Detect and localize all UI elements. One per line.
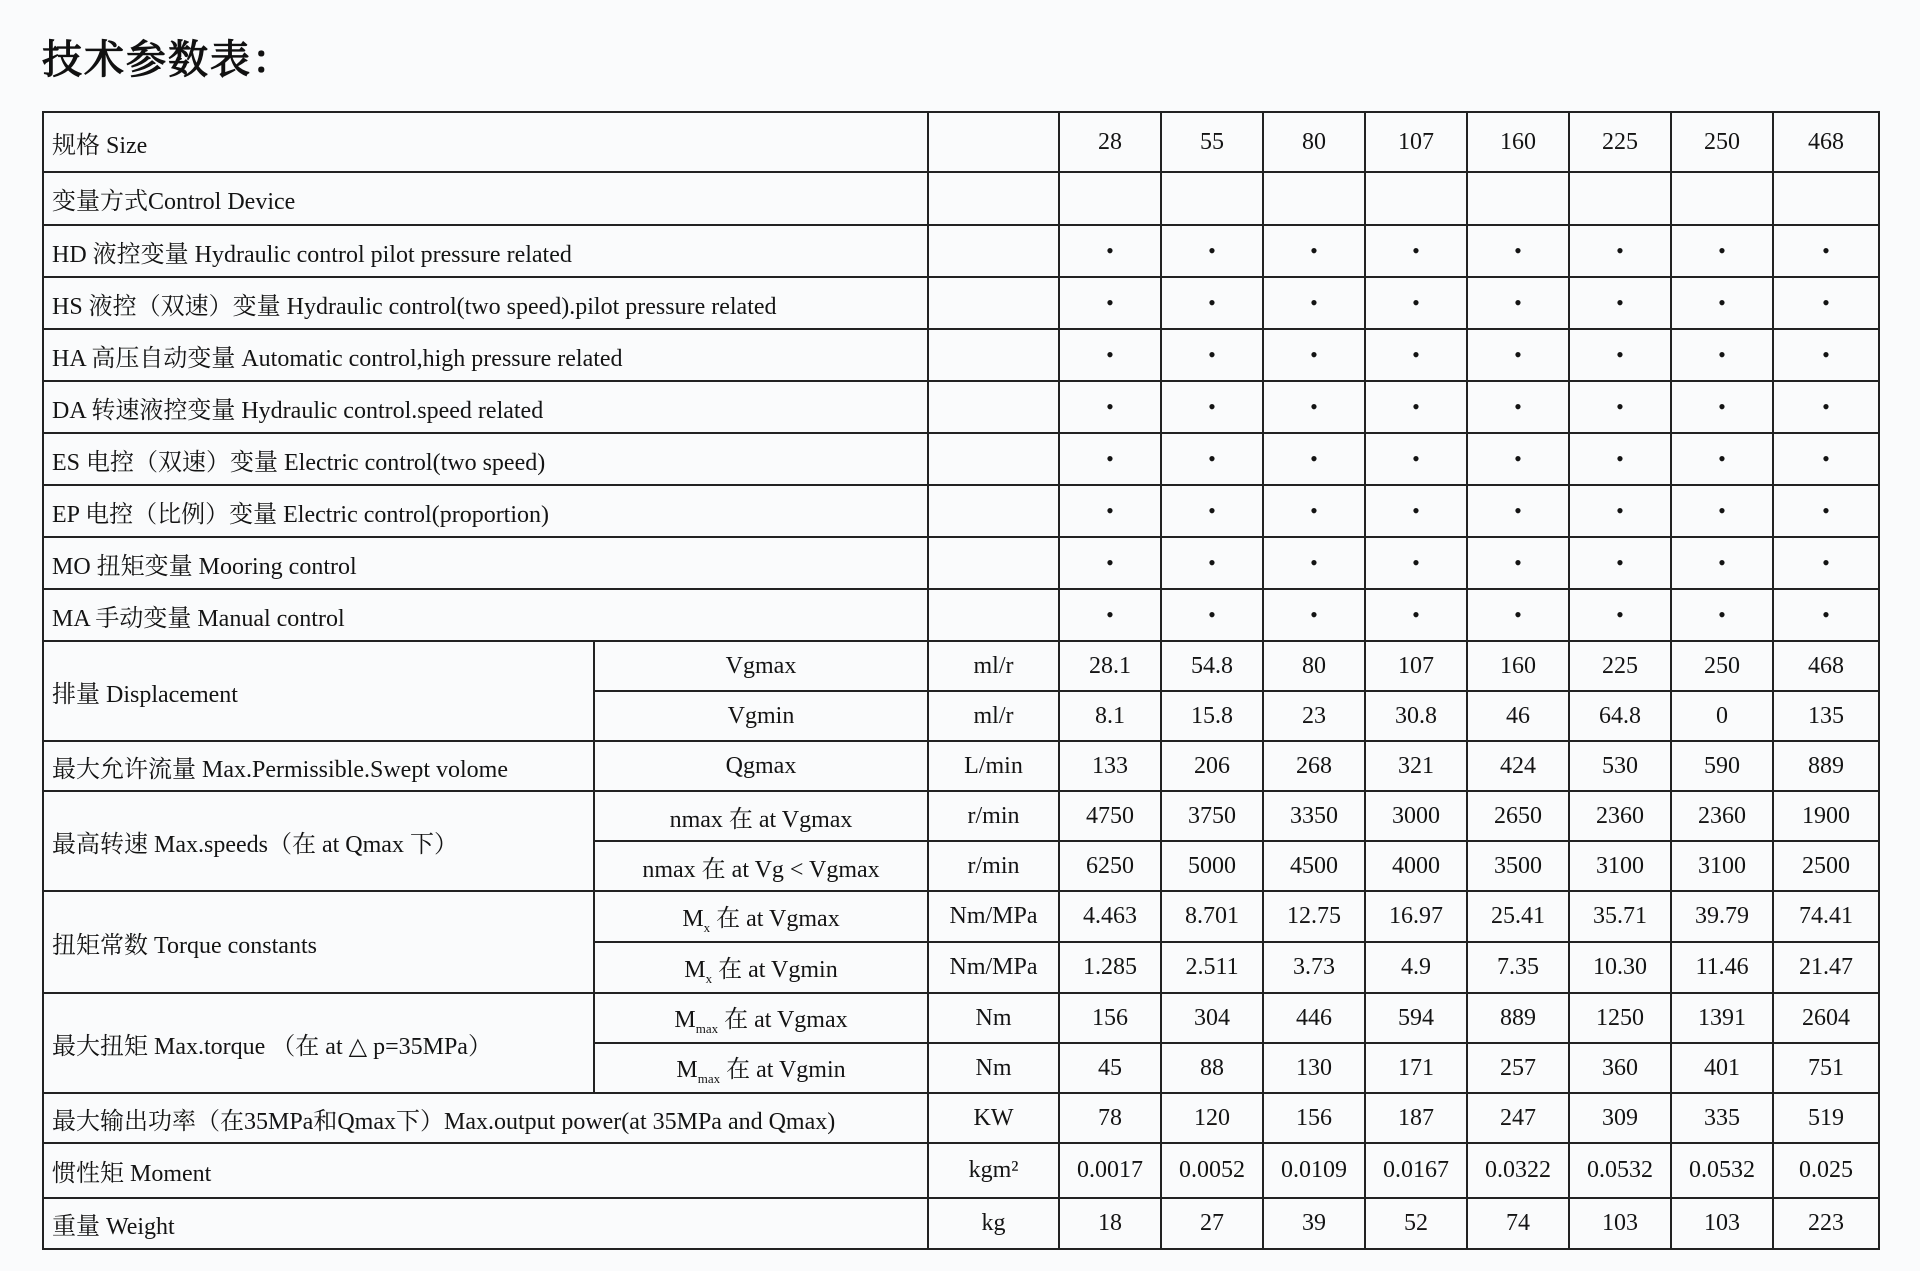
empty-cell xyxy=(1467,172,1569,225)
table-row xyxy=(43,277,1879,329)
dot-mark: • xyxy=(1161,381,1263,433)
value-cell: 268 xyxy=(1263,741,1365,791)
unit-cell xyxy=(928,537,1059,589)
unit-cell: KW xyxy=(928,1093,1059,1143)
value-cell: 133 xyxy=(1059,741,1161,791)
value-cell: 187 xyxy=(1365,1093,1467,1143)
value-cell: 28 xyxy=(1059,112,1161,172)
table-row xyxy=(43,225,1879,277)
param-symbol: M xyxy=(682,905,704,932)
value-cell: 1250 xyxy=(1569,993,1671,1043)
table-row xyxy=(43,1093,1879,1143)
param-subscript: max xyxy=(697,1071,721,1086)
value-cell: 46 xyxy=(1467,691,1569,741)
param-symbol: M xyxy=(676,1057,698,1083)
unit-cell: ml/r xyxy=(928,691,1059,741)
dot-mark: • xyxy=(1161,537,1263,589)
value-cell: 171 xyxy=(1365,1043,1467,1093)
table-row xyxy=(43,741,1879,791)
control-label: HS 液控（双速）变量 Hydraulic control(two speed).pilot pressure related xyxy=(43,277,928,329)
value-cell: 3350 xyxy=(1263,791,1365,841)
value-cell: 530 xyxy=(1569,741,1671,791)
dot-mark: • xyxy=(1773,277,1879,329)
value-cell: 2360 xyxy=(1671,791,1773,841)
table-row xyxy=(43,1143,1879,1198)
empty-cell xyxy=(1059,172,1161,225)
param-cell xyxy=(594,1043,928,1093)
unit-cell xyxy=(928,381,1059,433)
dot-mark: • xyxy=(1773,225,1879,277)
value-cell: 74 xyxy=(1467,1198,1569,1249)
control-label: EP 电控（比例）变量 Electric control(proportion) xyxy=(43,485,928,537)
param-cell: nmax 在 at Vg < Vgmax xyxy=(594,841,928,891)
dot-mark: • xyxy=(1059,537,1161,589)
value-cell: 594 xyxy=(1365,993,1467,1043)
empty-cell xyxy=(1773,172,1879,225)
param-condition: 在 at Vgmin xyxy=(712,956,838,983)
value-cell: 468 xyxy=(1773,641,1879,691)
dot-mark: • xyxy=(1059,433,1161,485)
dot-mark: • xyxy=(1161,433,1263,485)
dot-mark: • xyxy=(1569,589,1671,641)
dot-mark: • xyxy=(1059,381,1161,433)
value-cell: 3100 xyxy=(1569,841,1671,891)
value-cell: 751 xyxy=(1773,1043,1879,1093)
value-cell: 35.71 xyxy=(1569,891,1671,942)
value-cell: 160 xyxy=(1467,112,1569,172)
unit-cell xyxy=(928,433,1059,485)
value-cell: 23 xyxy=(1263,691,1365,741)
table-row xyxy=(43,485,1879,537)
unit-cell: kgm² xyxy=(928,1143,1059,1198)
value-cell: 28.1 xyxy=(1059,641,1161,691)
dot-mark: • xyxy=(1059,225,1161,277)
dot-mark: • xyxy=(1059,485,1161,537)
empty-cell xyxy=(1365,172,1467,225)
dot-mark: • xyxy=(1161,589,1263,641)
value-cell: 103 xyxy=(1569,1198,1671,1249)
speeds-label: 最高转速 Max.speeds（在 at Qmax 下） xyxy=(43,791,594,891)
dot-mark: • xyxy=(1059,589,1161,641)
dot-mark: • xyxy=(1059,329,1161,381)
dot-mark: • xyxy=(1161,277,1263,329)
page-title: 技术参数表： xyxy=(42,37,294,83)
value-cell: 0 xyxy=(1671,691,1773,741)
dot-mark: • xyxy=(1569,485,1671,537)
spec-table xyxy=(42,111,1880,1250)
value-cell: 257 xyxy=(1467,1043,1569,1093)
value-cell: 52 xyxy=(1365,1198,1467,1249)
value-cell: 446 xyxy=(1263,993,1365,1043)
unit-cell xyxy=(928,112,1059,172)
unit-cell: ml/r xyxy=(928,641,1059,691)
dot-mark: • xyxy=(1671,537,1773,589)
control-label: MO 扭矩变量 Mooring control xyxy=(43,537,928,589)
value-cell: 0.0017 xyxy=(1059,1143,1161,1198)
value-cell: 309 xyxy=(1569,1093,1671,1143)
value-cell: 25.41 xyxy=(1467,891,1569,942)
value-cell: 223 xyxy=(1773,1198,1879,1249)
value-cell: 4750 xyxy=(1059,791,1161,841)
value-cell: 250 xyxy=(1671,641,1773,691)
value-cell: 135 xyxy=(1773,691,1879,741)
dot-mark: • xyxy=(1365,225,1467,277)
value-cell: 156 xyxy=(1263,1093,1365,1143)
value-cell: 4500 xyxy=(1263,841,1365,891)
dot-mark: • xyxy=(1365,329,1467,381)
size-label: 规格 Size xyxy=(43,112,928,172)
value-cell: 2604 xyxy=(1773,993,1879,1043)
unit-cell xyxy=(928,589,1059,641)
param-symbol: M xyxy=(674,1007,696,1033)
empty-cell xyxy=(1161,172,1263,225)
value-cell: 54.8 xyxy=(1161,641,1263,691)
value-cell: 6250 xyxy=(1059,841,1161,891)
dot-mark: • xyxy=(1161,225,1263,277)
value-cell: 21.47 xyxy=(1773,942,1879,993)
value-cell: 27 xyxy=(1161,1198,1263,1249)
value-cell: 889 xyxy=(1467,993,1569,1043)
unit-cell: Nm/MPa xyxy=(928,942,1059,993)
dot-mark: • xyxy=(1773,329,1879,381)
value-cell: 519 xyxy=(1773,1093,1879,1143)
value-cell: 401 xyxy=(1671,1043,1773,1093)
value-cell: 130 xyxy=(1263,1043,1365,1093)
control-label: HA 高压自动变量 Automatic control,high pressure related xyxy=(43,329,928,381)
table-row xyxy=(43,641,1879,691)
value-cell: 0.025 xyxy=(1773,1143,1879,1198)
dot-mark: • xyxy=(1467,485,1569,537)
dot-mark: • xyxy=(1365,277,1467,329)
value-cell: 225 xyxy=(1569,641,1671,691)
dot-mark: • xyxy=(1365,433,1467,485)
value-cell: 424 xyxy=(1467,741,1569,791)
value-cell: 335 xyxy=(1671,1093,1773,1143)
unit-cell: Nm xyxy=(928,993,1059,1043)
dot-mark: • xyxy=(1161,485,1263,537)
value-cell: 2650 xyxy=(1467,791,1569,841)
control-device-label: 变量方式Control Device xyxy=(43,172,928,225)
empty-cell xyxy=(1263,172,1365,225)
value-cell: 103 xyxy=(1671,1198,1773,1249)
unit-cell xyxy=(928,329,1059,381)
value-cell: 45 xyxy=(1059,1043,1161,1093)
param-cell xyxy=(594,942,928,993)
dot-mark: • xyxy=(1671,433,1773,485)
dot-mark: • xyxy=(1263,485,1365,537)
value-cell: 74.41 xyxy=(1773,891,1879,942)
value-cell: 4000 xyxy=(1365,841,1467,891)
torque-constants-label: 扭矩常数 Torque constants xyxy=(43,891,594,993)
dot-mark: • xyxy=(1569,329,1671,381)
value-cell: 4.463 xyxy=(1059,891,1161,942)
dot-mark: • xyxy=(1569,381,1671,433)
param-subscript: x xyxy=(703,919,711,935)
table-row xyxy=(43,589,1879,641)
dot-mark: • xyxy=(1059,277,1161,329)
control-label: DA 转速液控变量 Hydraulic control.speed related xyxy=(43,381,928,433)
value-cell: 30.8 xyxy=(1365,691,1467,741)
dot-mark: • xyxy=(1467,381,1569,433)
value-cell: 120 xyxy=(1161,1093,1263,1143)
dot-mark: • xyxy=(1671,381,1773,433)
dot-mark: • xyxy=(1467,537,1569,589)
table-row xyxy=(43,381,1879,433)
unit-cell xyxy=(928,277,1059,329)
value-cell: 247 xyxy=(1467,1093,1569,1143)
value-cell: 3100 xyxy=(1671,841,1773,891)
value-cell: 0.0532 xyxy=(1671,1143,1773,1198)
dot-mark: • xyxy=(1773,485,1879,537)
dot-mark: • xyxy=(1365,485,1467,537)
dot-mark: • xyxy=(1569,537,1671,589)
param-subscript: max xyxy=(695,1021,719,1036)
dot-mark: • xyxy=(1467,329,1569,381)
value-cell: 4.9 xyxy=(1365,942,1467,993)
value-cell: 2360 xyxy=(1569,791,1671,841)
dot-mark: • xyxy=(1569,225,1671,277)
dot-mark: • xyxy=(1263,589,1365,641)
dot-mark: • xyxy=(1671,329,1773,381)
param-cell xyxy=(594,993,928,1043)
value-cell: 8.1 xyxy=(1059,691,1161,741)
value-cell: 3750 xyxy=(1161,791,1263,841)
value-cell: 55 xyxy=(1161,112,1263,172)
moment-label: 惯性矩 Moment xyxy=(43,1143,928,1198)
value-cell: 11.46 xyxy=(1671,942,1773,993)
weight-label: 重量 Weight xyxy=(43,1198,928,1249)
value-cell: 107 xyxy=(1365,112,1467,172)
value-cell: 15.8 xyxy=(1161,691,1263,741)
value-cell: 1900 xyxy=(1773,791,1879,841)
dot-mark: • xyxy=(1263,381,1365,433)
dot-mark: • xyxy=(1161,329,1263,381)
dot-mark: • xyxy=(1467,225,1569,277)
control-label: HD 液控变量 Hydraulic control pilot pressure related xyxy=(43,225,928,277)
param-cell: Vgmin xyxy=(594,691,928,741)
dot-mark: • xyxy=(1569,277,1671,329)
control-label: ES 电控（双速）变量 Electric control(two speed) xyxy=(43,433,928,485)
spec-table-body xyxy=(43,112,1879,1249)
power-label: 最大输出功率（在35MPa和Qmax下）Max.output power(at 35MPa and Qmax) xyxy=(43,1093,928,1143)
table-row xyxy=(43,891,1879,942)
param-condition: 在 at Vgmin xyxy=(720,1057,846,1083)
value-cell: 889 xyxy=(1773,741,1879,791)
value-cell: 88 xyxy=(1161,1043,1263,1093)
param-subscript: x xyxy=(705,970,713,986)
param-cell xyxy=(594,891,928,942)
value-cell: 8.701 xyxy=(1161,891,1263,942)
dot-mark: • xyxy=(1773,589,1879,641)
value-cell: 80 xyxy=(1263,641,1365,691)
dot-mark: • xyxy=(1671,589,1773,641)
dot-mark: • xyxy=(1467,433,1569,485)
value-cell: 1.285 xyxy=(1059,942,1161,993)
control-label: MA 手动变量 Manual control xyxy=(43,589,928,641)
empty-cell xyxy=(1671,172,1773,225)
dot-mark: • xyxy=(1773,381,1879,433)
value-cell: 18 xyxy=(1059,1198,1161,1249)
unit-cell xyxy=(928,172,1059,225)
unit-cell xyxy=(928,485,1059,537)
dot-mark: • xyxy=(1773,433,1879,485)
table-row xyxy=(43,537,1879,589)
unit-cell: Nm xyxy=(928,1043,1059,1093)
value-cell: 2.511 xyxy=(1161,942,1263,993)
value-cell: 2500 xyxy=(1773,841,1879,891)
value-cell: 1391 xyxy=(1671,993,1773,1043)
unit-cell: L/min xyxy=(928,741,1059,791)
value-cell: 250 xyxy=(1671,112,1773,172)
value-cell: 7.35 xyxy=(1467,942,1569,993)
value-cell: 590 xyxy=(1671,741,1773,791)
dot-mark: • xyxy=(1467,589,1569,641)
table-row xyxy=(43,791,1879,841)
param-cell: nmax 在 at Vgmax xyxy=(594,791,928,841)
value-cell: 0.0052 xyxy=(1161,1143,1263,1198)
value-cell: 3500 xyxy=(1467,841,1569,891)
param-condition: 在 at Vgmax xyxy=(718,1007,848,1033)
table-row xyxy=(43,1198,1879,1249)
table-row xyxy=(43,172,1879,225)
value-cell: 64.8 xyxy=(1569,691,1671,741)
unit-cell xyxy=(928,225,1059,277)
param-cell: Vgmax xyxy=(594,641,928,691)
value-cell: 156 xyxy=(1059,993,1161,1043)
empty-cell xyxy=(1569,172,1671,225)
value-cell: 225 xyxy=(1569,112,1671,172)
dot-mark: • xyxy=(1263,329,1365,381)
dot-mark: • xyxy=(1263,537,1365,589)
value-cell: 321 xyxy=(1365,741,1467,791)
dot-mark: • xyxy=(1365,381,1467,433)
dot-mark: • xyxy=(1569,433,1671,485)
param-symbol: M xyxy=(684,956,706,983)
value-cell: 304 xyxy=(1161,993,1263,1043)
value-cell: 16.97 xyxy=(1365,891,1467,942)
dot-mark: • xyxy=(1263,277,1365,329)
value-cell: 0.0322 xyxy=(1467,1143,1569,1198)
table-row xyxy=(43,433,1879,485)
value-cell: 0.0532 xyxy=(1569,1143,1671,1198)
value-cell: 107 xyxy=(1365,641,1467,691)
param-cell: Qgmax xyxy=(594,741,928,791)
max-torque-label: 最大扭矩 Max.torque （在 at △ p=35MPa） xyxy=(43,993,594,1093)
dot-mark: • xyxy=(1263,433,1365,485)
value-cell: 39 xyxy=(1263,1198,1365,1249)
table-row xyxy=(43,993,1879,1043)
value-cell: 0.0167 xyxy=(1365,1143,1467,1198)
table-row xyxy=(43,329,1879,381)
value-cell: 12.75 xyxy=(1263,891,1365,942)
value-cell: 360 xyxy=(1569,1043,1671,1093)
dot-mark: • xyxy=(1467,277,1569,329)
dot-mark: • xyxy=(1365,537,1467,589)
unit-cell: r/min xyxy=(928,791,1059,841)
unit-cell: r/min xyxy=(928,841,1059,891)
dot-mark: • xyxy=(1671,225,1773,277)
dot-mark: • xyxy=(1263,225,1365,277)
value-cell: 3000 xyxy=(1365,791,1467,841)
value-cell: 206 xyxy=(1161,741,1263,791)
value-cell: 5000 xyxy=(1161,841,1263,891)
unit-cell: Nm/MPa xyxy=(928,891,1059,942)
dot-mark: • xyxy=(1671,277,1773,329)
unit-cell: kg xyxy=(928,1198,1059,1249)
table-row xyxy=(43,112,1879,172)
value-cell: 78 xyxy=(1059,1093,1161,1143)
value-cell: 39.79 xyxy=(1671,891,1773,942)
dot-mark: • xyxy=(1365,589,1467,641)
value-cell: 468 xyxy=(1773,112,1879,172)
value-cell: 80 xyxy=(1263,112,1365,172)
flow-label: 最大允许流量 Max.Permissible.Swept volome xyxy=(43,741,594,791)
value-cell: 160 xyxy=(1467,641,1569,691)
dot-mark: • xyxy=(1671,485,1773,537)
value-cell: 0.0109 xyxy=(1263,1143,1365,1198)
value-cell: 10.30 xyxy=(1569,942,1671,993)
param-condition: 在 at Vgmax xyxy=(710,905,840,932)
dot-mark: • xyxy=(1773,537,1879,589)
value-cell: 3.73 xyxy=(1263,942,1365,993)
displacement-label: 排量 Displacement xyxy=(43,641,594,741)
